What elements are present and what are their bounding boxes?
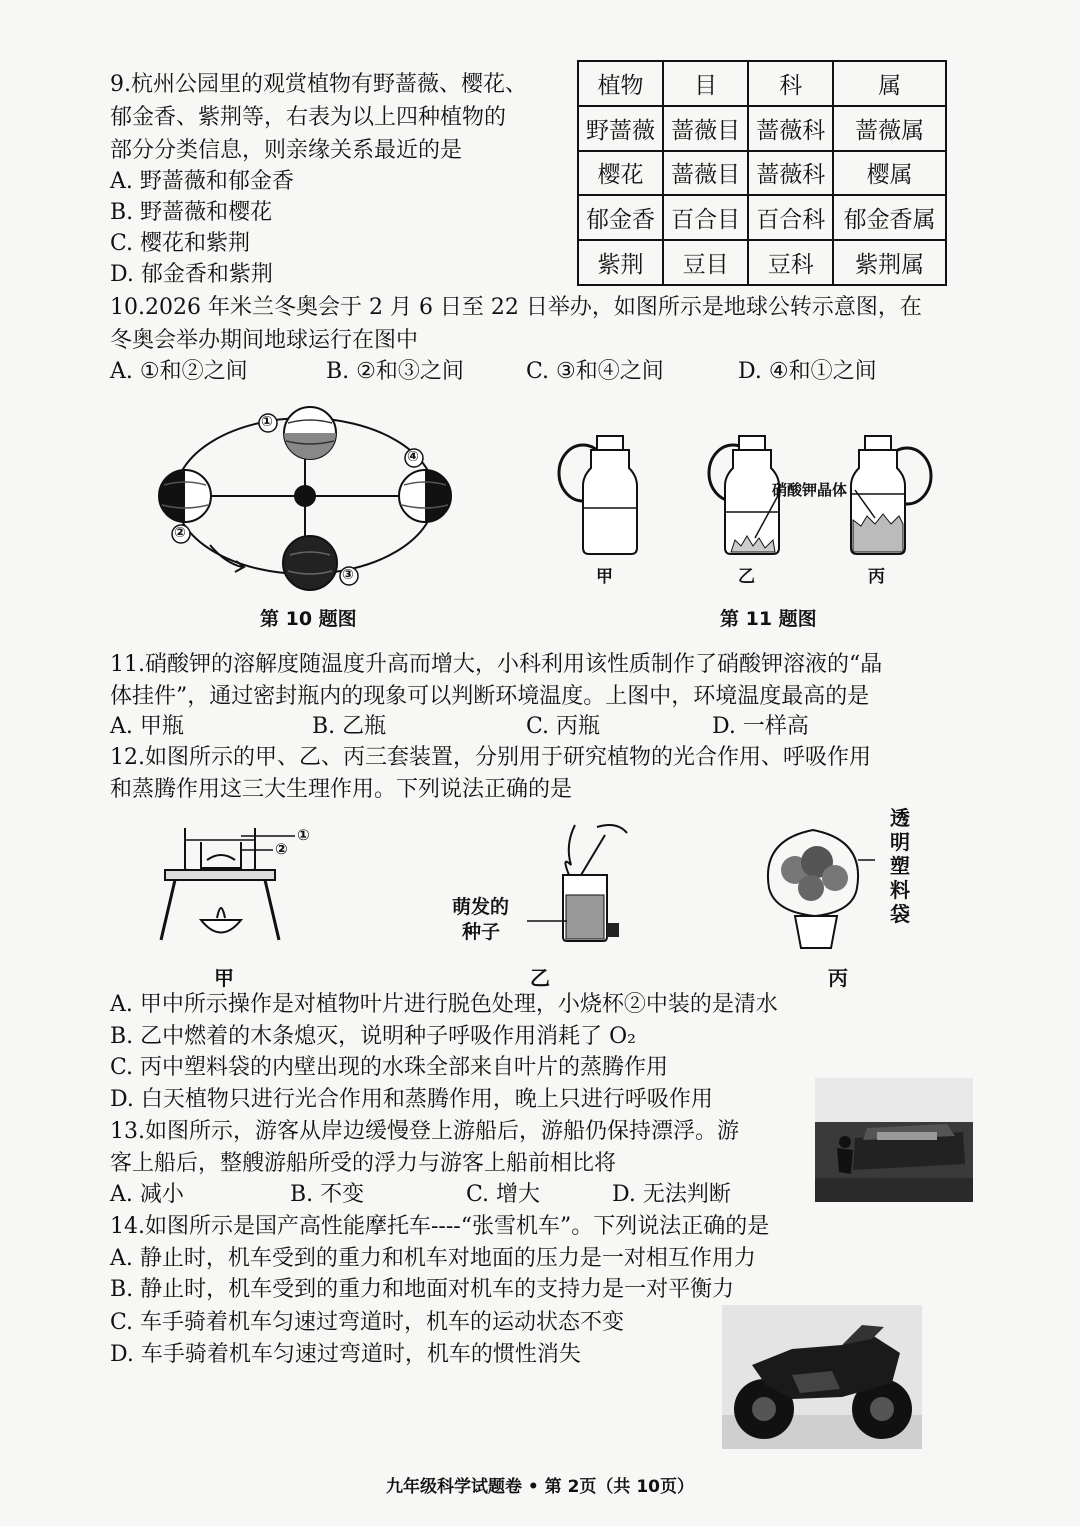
q13-stem-line-1: 13.如图所示，游客从岸边缓慢登上游船后，游船仍保持漂浮。游 [110, 1119, 739, 1144]
q9-stem-line-3: 部分分类信息，则亲缘关系最近的是 [110, 138, 463, 163]
table-cell: 蔷薇科 [748, 151, 833, 196]
earth-position-4-icon [399, 470, 451, 522]
q14-option-d: D. 车手骑着机车匀速过弯道时，机车的惯性消失 [110, 1342, 581, 1367]
apparatus-label-bing: 丙 [828, 966, 848, 990]
q10-option-a: A. ①和②之间 [110, 359, 248, 384]
flower-pot-icon [795, 916, 837, 948]
q10-option-d: D. ④和①之间 [738, 359, 877, 384]
figure-10-caption: 第 10 题图 [260, 608, 357, 630]
earth-position-3-icon [283, 536, 337, 590]
flame-icon [217, 908, 225, 918]
apparatus-yi-diagram [535, 815, 635, 950]
boat-photo [815, 1078, 973, 1202]
table-cell: 豆目 [663, 240, 748, 285]
q11-option-a: A. 甲瓶 [110, 714, 184, 739]
table-row [578, 151, 946, 196]
table-cell: 紫荆属 [833, 240, 946, 285]
earth-position-1-icon [284, 407, 336, 459]
jar-jia-icon [559, 436, 637, 554]
q14-option-b: B. 静止时，机车受到的重力和地面对机车的支持力是一对平衡力 [110, 1277, 735, 1302]
leaf-icon [207, 855, 235, 860]
q14-stem-line-1: 14.如图所示是国产高性能摩托车----“张雪机车”。下列说法正确的是 [110, 1214, 770, 1239]
table-cell: 郁金香 [578, 195, 663, 240]
seed-label-line-1: 萌发的 [452, 896, 510, 918]
table-cell: 蔷薇目 [663, 151, 748, 196]
sun-icon [294, 485, 316, 507]
q10-option-c: C. ③和④之间 [526, 359, 664, 384]
motorcycle-photo [722, 1305, 922, 1449]
apparatus-bing-diagram [755, 820, 875, 955]
table-header-cell: 属 [833, 61, 946, 106]
apparatus-label-jia: 甲 [214, 966, 234, 990]
table-cell: 豆科 [748, 240, 833, 285]
q12-option-c: C. 丙中塑料袋的内壁出现的水珠全部来自叶片的蒸腾作用 [110, 1055, 669, 1080]
jar-bing-icon [851, 436, 931, 554]
table-header-row [578, 61, 946, 106]
figure-11-caption: 第 11 题图 [720, 608, 817, 630]
alcohol-lamp-icon [201, 920, 241, 933]
q14-option-c: C. 车手骑着机车匀速过弯道时，机车的运动状态不变 [110, 1310, 625, 1335]
table-cell: 郁金香属 [833, 195, 946, 240]
q9-option-b: B. 野蔷薇和樱花 [110, 200, 273, 225]
seed-pointer-line [527, 918, 567, 924]
apparatus-label-yi: 乙 [530, 966, 550, 990]
stopper-icon [607, 923, 619, 937]
table-row [578, 240, 946, 285]
seed-label-line-2: 种子 [462, 921, 501, 943]
orbit-label-4: ④ [407, 449, 419, 465]
q13-stem-line-2: 客上船后，整艘游船所受的浮力与游客上船前相比将 [110, 1151, 617, 1176]
table-cell: 蔷薇科 [748, 106, 833, 151]
orbit-label-3: ③ [342, 567, 354, 583]
earth-orbit-diagram [150, 395, 460, 595]
q10-stem-line-1: 10.2026 年米兰冬奥会于 2 月 6 日至 22 日举办，如图所示是地球公转示意图，在 [110, 295, 922, 320]
q12-option-a: A. 甲中所示操作是对植物叶片进行脱色处理，小烧杯②中装的是清水 [110, 992, 778, 1017]
jar-yi-icon [709, 436, 779, 554]
q11-option-b: B. 乙瓶 [312, 714, 387, 739]
q10-stem-line-2: 冬奥会举办期间地球运行在图中 [110, 328, 419, 353]
q11-option-d: D. 一样高 [712, 714, 809, 739]
page-footer: 九年级科学试题卷 • 第 2页（共 10页） [385, 1477, 695, 1497]
q9-stem-line-1: 9.杭州公园里的观赏植物有野蔷薇、樱花、 [110, 72, 527, 97]
table-header-cell: 目 [663, 61, 748, 106]
q13-option-c: C. 增大 [466, 1182, 541, 1207]
crystal-jars-diagram [555, 428, 935, 560]
table-cell: 百合科 [748, 195, 833, 240]
table-cell: 百合目 [663, 195, 748, 240]
q10-option-b: B. ②和③之间 [326, 359, 464, 384]
table-cell: 紫荆 [578, 240, 663, 285]
table-row [578, 195, 946, 240]
q11-stem-line-2: 体挂件”，通过密封瓶内的现象可以判断环境温度。上图中，环境温度最高的是 [110, 684, 870, 709]
q12-stem-line-2: 和蒸腾作用这三大生理作用。下列说法正确的是 [110, 777, 573, 802]
q11-option-c: C. 丙瓶 [526, 714, 601, 739]
jar-label-jia: 甲 [596, 567, 613, 587]
table-row [578, 106, 946, 151]
orbit-label-1: ① [261, 414, 273, 430]
q14-option-a: A. 静止时，机车受到的重力和机车对地面的压力是一对相互作用力 [110, 1246, 756, 1271]
seeds-icon [566, 895, 604, 939]
table-cell: 蔷薇属 [833, 106, 946, 151]
wire-gauze-icon [165, 870, 275, 880]
q13-option-d: D. 无法判断 [612, 1182, 731, 1207]
table-cell: 樱花 [578, 151, 663, 196]
large-beaker-icon [185, 828, 255, 870]
crystal-label: 硝酸钾晶体 [772, 481, 848, 499]
smoke-icon [565, 825, 575, 875]
orbit-label-2: ② [174, 525, 186, 541]
q13-option-b: B. 不变 [290, 1182, 365, 1207]
q9-stem-line-2: 郁金香、紫荆等，右表为以上四种植物的 [110, 105, 507, 130]
beaker-label-2: ② [275, 840, 288, 858]
beaker-label-1: ① [297, 826, 310, 844]
q11-stem-line-1: 11.硝酸钾的溶解度随温度升高而增大，小科利用该性质制作了硝酸钾溶液的“晶 [110, 652, 883, 677]
flower-icon [798, 875, 824, 901]
q12-option-d: D. 白天植物只进行光合作用和蒸腾作用，晚上只进行呼吸作用 [110, 1087, 713, 1112]
jar-label-bing: 丙 [868, 567, 885, 587]
hand-icon [597, 825, 627, 833]
table-header-cell: 科 [748, 61, 833, 106]
q9-option-a: A. 野蔷薇和郁金香 [110, 169, 294, 194]
table-header-cell: 植物 [578, 61, 663, 106]
earth-position-2-icon [159, 470, 211, 522]
classification-table [577, 60, 947, 286]
jar-label-yi: 乙 [738, 567, 755, 587]
q9-option-c: C. 樱花和紫荆 [110, 231, 251, 256]
q12-option-b: B. 乙中燃着的木条熄灭，说明种子呼吸作用消耗了 O₂ [110, 1024, 637, 1049]
q9-option-d: D. 郁金香和紫荆 [110, 262, 273, 287]
flower-icon [822, 865, 848, 891]
table-cell: 野蔷薇 [578, 106, 663, 151]
bag-label: 透明塑料袋 [890, 806, 910, 926]
table-cell: 蔷薇目 [663, 106, 748, 151]
table-cell: 樱属 [833, 151, 946, 196]
q13-option-a: A. 减小 [110, 1182, 184, 1207]
q12-stem-line-1: 12.如图所示的甲、乙、丙三套装置，分别用于研究植物的光合作用、呼吸作用 [110, 745, 871, 770]
